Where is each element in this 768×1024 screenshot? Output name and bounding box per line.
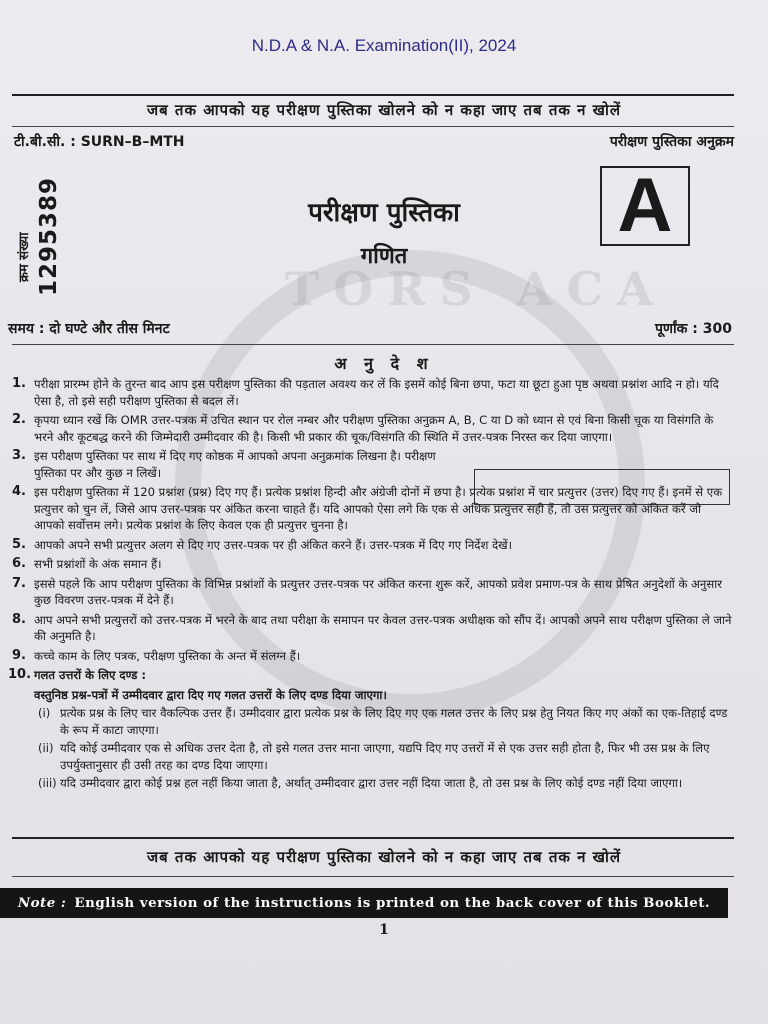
- penalty-number: (ii): [38, 741, 54, 755]
- instruction-number: 2.: [12, 412, 26, 427]
- divider: [12, 94, 734, 96]
- booklet-title: परीक्षण पुस्तिका: [308, 198, 460, 228]
- note-text: English version of the instructions is printed on the back cover of this Booklet.: [74, 895, 711, 911]
- series-letter-box: [600, 163, 690, 248]
- instruction-number: 6.: [12, 556, 26, 571]
- penalty-item: [12, 705, 732, 738]
- instructions-list: [8, 376, 732, 794]
- series-letter: A: [617, 163, 673, 248]
- page-number: 1: [379, 922, 389, 938]
- instruction-item: [12, 412, 732, 445]
- instruction-text: आपको अपने सभी प्रत्युत्तर अलग से दिए गए उत्तर-पत्रक पर ही अंकित करने हैं। उत्तर-पत्रक में दिए गए निर्देश देखें।: [34, 537, 513, 552]
- serial-number: 1295389: [36, 176, 62, 296]
- penalty-number: (iii): [38, 776, 57, 790]
- max-marks: पूर्णांक : 300: [654, 321, 732, 337]
- instruction-text: कृपया ध्यान रखें कि OMR उत्तर-पत्रक में उचित स्थान पर रोल नम्बर और परीक्षण पुस्तिका अनुक्रम A, B, C या D को ध्यान से एवं बिना किसी चूक या विसंगति के भरने और कूटबद्ध करने की जिम्मेदारी उम्मीदवार की है। किसी भी प्रकार की चूक/विसंगति की स्थिति में उत्तर-पत्रक निरस्त कर दिया जाएगा।: [34, 413, 714, 444]
- instruction-item: [12, 537, 732, 554]
- subject-title: गणित: [360, 244, 408, 269]
- tbc-code: टी.बी.सी. : SURN–B–MTH: [14, 134, 185, 150]
- instruction-text: इस परीक्षण पुस्तिका में 120 प्रश्नांश (प्रश्न) दिए गए हैं। प्रत्येक प्रश्नांश हिन्दी और अंग्रेजी दोनों में छपा है। प्रत्येक प्रश्नांश में चार प्रत्युत्तर (उत्तर) दिए गए हैं। इनमें से एक प्रत्युत्तर को चुन लें, जिसे आप उत्तर-पत्रक पर अंकित करना चाहते हैं। यदि आपको ऐसा लगे कि एक से अधिक प्रत्युत्तर सही हैं, तो उस प्रत्युत्तर को अंकित करें जो आपको सर्वोत्तम लगे। प्रत्येक प्रश्नांश के लिए केवल एक ही प्रत्युत्तर चुनना है।: [34, 485, 723, 532]
- penalty-text: प्रत्येक प्रश्न के लिए चार वैकल्पिक उत्तर हैं। उम्मीदवार द्वारा प्रत्येक प्रश्न के लिए दिए गए एक गलत उत्तर के लिए प्रश्न हेतु नियत किए गए अंकों का एक-तिहाई दण्ड के रूप में काटा जाएगा।: [60, 706, 728, 737]
- penalty-text: यदि कोई उम्मीदवार एक से अधिक उत्तर देता है, तो इसे गलत उत्तर माना जाएगा, यद्यपि दिए गए उत्तरों में से एक उत्तर सही होता है, फिर भी उस प्रश्न के लिए उपर्युक्तानुसार ही उसी तरह का दण्ड दिया जाएगा।: [60, 741, 710, 772]
- instruction-text: इस परीक्षण पुस्तिका पर साथ में दिए गए कोष्ठक में आपको अपना अनुक्रमांक लिखना है। परीक्षण पुस्तिका पर और कुछ न लिखें।: [34, 449, 436, 480]
- note-label: Note :: [17, 895, 67, 911]
- instruction-text: सभी प्रश्नांशों के अंक समान हैं।: [34, 557, 162, 571]
- penalty-number: (i): [38, 706, 51, 720]
- divider: [12, 126, 734, 127]
- instruction-text: गलत उत्तरों के लिए दण्ड :: [34, 668, 146, 682]
- instruction-number: 8.: [12, 611, 26, 627]
- instruction-item: [12, 484, 732, 534]
- instruction-number: 5.: [12, 536, 26, 552]
- penalty-item: [12, 740, 732, 773]
- penalty-item: [12, 775, 732, 792]
- note-bar: [0, 888, 728, 918]
- series-label: परीक्षण पुस्तिका अनुक्रम: [609, 134, 734, 150]
- time-allowed: समय : दो घण्टे और तीस मिनट: [8, 321, 170, 337]
- instruction-text: इससे पहले कि आप परीक्षण पुस्तिका के विभिन्न प्रश्नांशों के प्रत्युत्तर उत्तर-पत्रक पर अंकित करना शुरू करें, आपको प्रवेश प्रमाण-पत्र के साथ प्रेषित अनुदेशों के अनुसार कुछ विवरण उत्तर-पत्रक में देने हैं।: [34, 576, 722, 607]
- instruction-item: [12, 376, 732, 409]
- instruction-number: 7.: [12, 575, 26, 591]
- instruction-item: [12, 612, 732, 645]
- instructions-heading: अ नु दे श: [334, 354, 434, 373]
- instruction-number: 3.: [12, 448, 26, 463]
- instruction-item: [12, 648, 732, 665]
- top-warning-banner: जब तक आपको यह परीक्षण पुस्तिका खोलने को न कहा जाए तब तक न खोलें: [146, 101, 622, 119]
- divider: [12, 837, 734, 839]
- instruction-text: परीक्षा प्रारम्भ होने के तुरन्त बाद आप इस परीक्षण पुस्तिका की पड़ताल अवश्य कर लें कि इसमें कोई बिना छपा, फटा या छूटा हुआ पृष्ठ अथवा प्रश्नांश आदि न हो। यदि ऐसा है, तो इसे सही परीक्षण पुस्तिका से बदल लें।: [34, 377, 719, 408]
- serial-label: क्रम संख्या: [17, 232, 32, 282]
- divider: [12, 876, 734, 877]
- instruction-text: कच्चे काम के लिए पत्रक, परीक्षण पुस्तिका के अन्त में संलग्न हैं।: [34, 648, 301, 663]
- instruction-item: [12, 556, 732, 573]
- instruction-item: [12, 448, 732, 481]
- instruction-number: 10.: [8, 667, 32, 682]
- instruction-number: 9.: [12, 647, 26, 663]
- instruction-item: [12, 576, 732, 609]
- exam-title: N.D.A & N.A. Examination(II), 2024: [251, 36, 517, 55]
- instruction-item: [8, 667, 732, 684]
- penalty-intro: वस्तुनिष्ठ प्रश्न-पत्रों में उम्मीदवार द्वारा दिए गए गलत उत्तरों के लिए दण्ड दिया जाएगा।: [34, 687, 387, 702]
- instruction-number: 1.: [12, 376, 26, 391]
- watermark-text: TORS ACA: [285, 262, 667, 316]
- divider: [12, 344, 734, 345]
- bottom-warning-banner: जब तक आपको यह परीक्षण पुस्तिका खोलने को न कहा जाए तब तक न खोलें: [146, 848, 622, 866]
- instruction-text: आप अपने सभी प्रत्युत्तरों को उत्तर-पत्रक में भरने के बाद तथा परीक्षा के समापन पर केवल उत्तर-पत्रक अधीक्षक को सौंप दें। आपको अपने साथ परीक्षण पुस्तिका ले जाने की अनुमति है।: [34, 612, 732, 643]
- penalty-text: यदि उम्मीदवार द्वारा कोई प्रश्न हल नहीं किया जाता है, अर्थात् उम्मीदवार द्वारा उत्तर नहीं दिया जाता है, तो उस प्रश्न के लिए कोई दण्ड नहीं दिया जाएगा।: [60, 776, 683, 790]
- instruction-number: 4.: [12, 484, 26, 499]
